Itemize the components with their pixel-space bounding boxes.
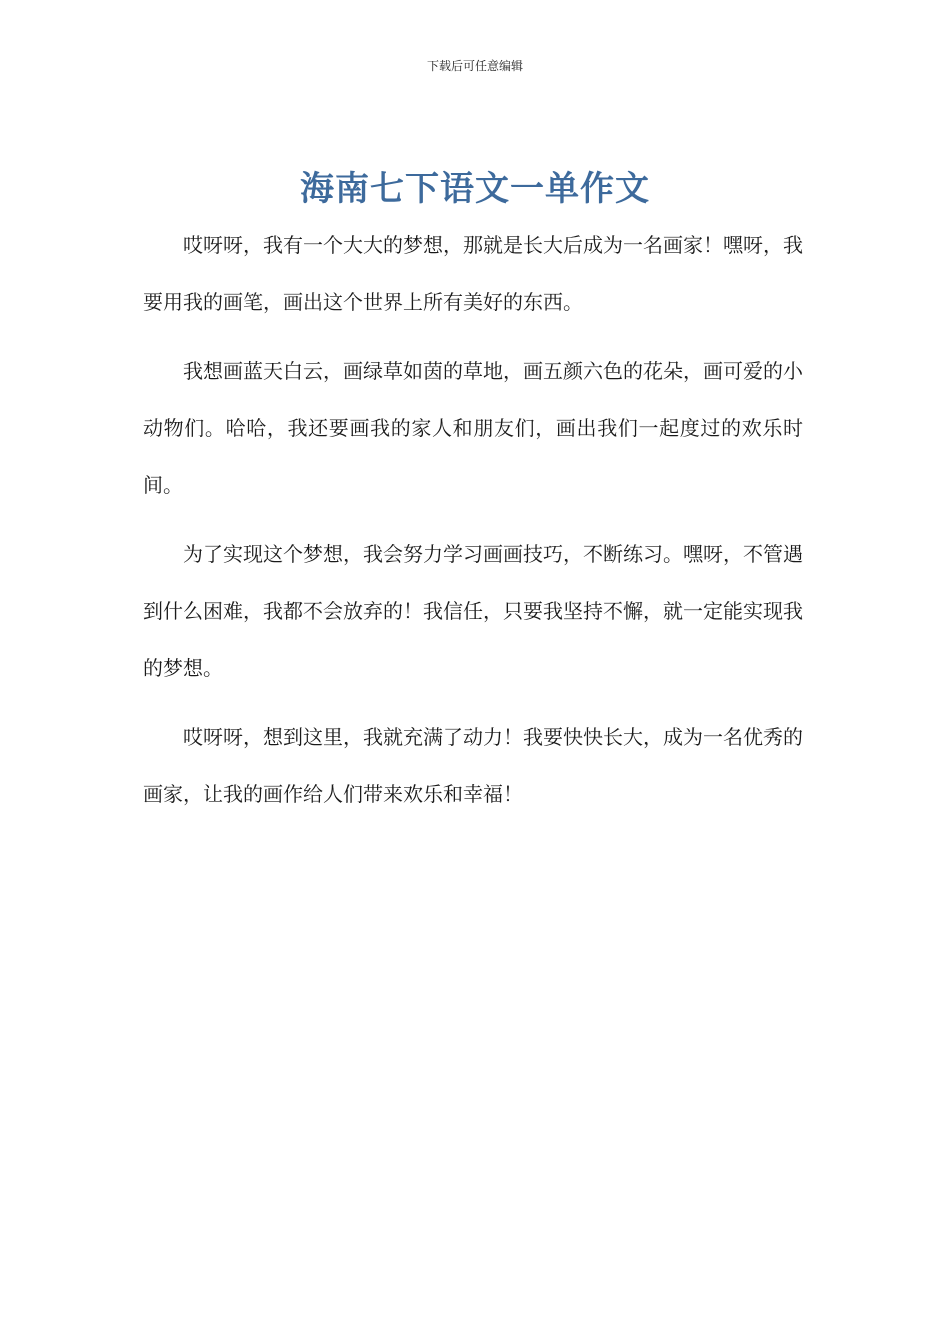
- paragraph-1: 哎呀呀，我有一个大大的梦想，那就是长大后成为一名画家！嘿呀，我要用我的画笔，画出这个世界上所有美好的东西。: [143, 233, 803, 314]
- paragraph-4: 哎呀呀，想到这里，我就充满了动力！我要快快长大，成为一名优秀的画家，让我的画作给人们带来欢乐和幸福！: [143, 725, 803, 806]
- header-note: 下载后可任意编辑: [426, 59, 523, 73]
- document-title: 海南七下语文一单作文: [300, 169, 650, 209]
- paragraph-3: 为了实现这个梦想，我会努力学习画画技巧，不断练习。嘿呀，不管遇到什么困难，我都不会放弃的！我信任，只要我坚持不懈，就一定能实现我的梦想。: [143, 542, 803, 680]
- paragraph-2: 我想画蓝天白云，画绿草如茵的草地，画五颜六色的花朵，画可爱的小动物们。哈哈，我还要画我的家人和朋友们，画出我们一起度过的欢乐时间。: [143, 359, 803, 497]
- document-body: [143, 217, 803, 835]
